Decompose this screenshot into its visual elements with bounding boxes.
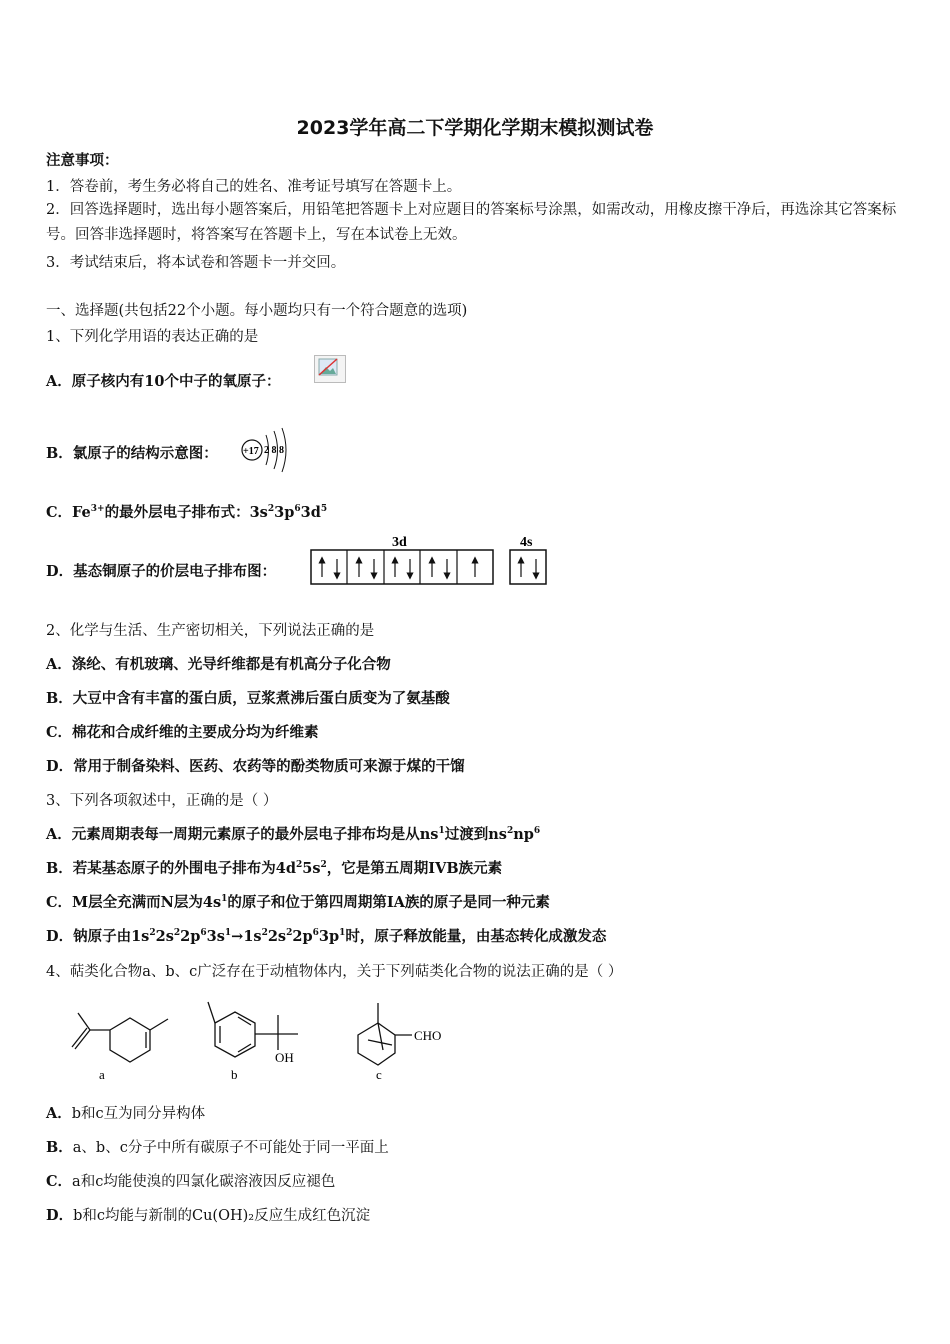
label-a: a bbox=[99, 1067, 105, 1082]
orbital-diagram bbox=[308, 532, 553, 588]
structure-b bbox=[208, 1002, 298, 1057]
q2-stem: 2、化学与生活、生产密切相关，下列说法正确的是 bbox=[46, 623, 375, 639]
option-text: 氯原子的结构示意图： bbox=[72, 445, 218, 462]
q3-option-d: D．钠原子由$1s^22s^22p^63s^1\to 1s^22s^22p^63p^1$时，原子释放能量，由基态转化成激发态 bbox=[46, 928, 607, 945]
q3-stem: 3、下列各项叙述中，正确的是（ ） bbox=[46, 793, 278, 809]
q4-option-c: C．a和c均能使溴的四氯化碳溶液因反应褪色 bbox=[46, 1173, 336, 1190]
broken-image-icon bbox=[314, 355, 346, 383]
q1-option-a bbox=[46, 372, 280, 392]
q2-option-a: A．涤纶、有机玻璃、光导纤维都是有机高分子化合物 bbox=[46, 656, 391, 673]
q3-option-b: B．若某基态原子的外围电子排布为$4d^25s^2$，它是第五周期IVB族元素 bbox=[46, 860, 503, 877]
label-3d: 3d bbox=[392, 535, 407, 550]
q4-option-a: A．b和c互为同分异构体 bbox=[46, 1105, 206, 1122]
structures-figure bbox=[40, 995, 460, 1087]
option-label: C． bbox=[46, 504, 73, 521]
structure-a bbox=[72, 1013, 168, 1062]
electron-shells: 2 8 8 bbox=[264, 445, 284, 456]
section-heading: 一、选择题(共包括22个小题。每小题均只有一个符合题意的选项) bbox=[46, 303, 468, 319]
q1-option-b bbox=[46, 444, 218, 464]
q1-stem: 1、下列化学用语的表达正确的是 bbox=[46, 329, 259, 345]
option-label: B． bbox=[46, 445, 73, 462]
label-b: b bbox=[231, 1067, 238, 1082]
q4-option-b: B．a、b、c分子中所有碳原子不可能处于同一平面上 bbox=[46, 1139, 389, 1156]
q3-option-c: C．M层全充满而N层为$4s^1$的原子和位于第四周期第ⅠA族的原子是同一种元素 bbox=[46, 894, 550, 911]
notice-item-2: 2．回答选择题时，选出每小题答案后，用铅笔把答题卡上对应题目的答案标号涂黑，如需改动，用橡皮擦干净后，再选涂其它答案标号。回答非选择题时，将答案写在答题卡上，写在本试卷上无效。 bbox=[46, 202, 897, 243]
option-text: 原子核内有10个中子的氧原子： bbox=[71, 373, 281, 390]
q2-option-d: D．常用于制备染料、医药、农药等的酚类物质可来源于煤的干馏 bbox=[46, 758, 465, 775]
q4-stem: 4、萜类化合物a、b、c广泛存在于动植物体内，关于下列萜类化合物的说法正确的是（ ） bbox=[46, 964, 623, 980]
q3-option-a: A．元素周期表每一周期元素原子的最外层电子排布均是从$ns^1$过渡到$ns^2np^6$ bbox=[46, 826, 541, 843]
q2-option-c: C．棉花和合成纤维的主要成分均为纤维素 bbox=[46, 724, 319, 741]
notice-item-3: 3．考试结束后，将本试卷和答题卡一并交回。 bbox=[46, 255, 346, 271]
q2-option-b: B．大豆中含有丰富的蛋白质，豆浆煮沸后蛋白质变为了氨基酸 bbox=[46, 690, 450, 707]
nucleus-charge: +17 bbox=[243, 446, 259, 457]
notice-heading: 注意事项： bbox=[46, 152, 119, 169]
page-title: 2023学年高二下学期化学期末模拟测试卷 bbox=[296, 117, 654, 139]
option-text: 基态铜原子的价层电子排布图： bbox=[73, 563, 277, 580]
option-label: A． bbox=[46, 373, 72, 390]
q1-option-c: C．$Fe^{3+}$的最外层电子排布式：$3s^23p^63d^5$ bbox=[46, 504, 328, 521]
q1-option-d bbox=[46, 562, 276, 582]
ion-symbol: Fe bbox=[72, 504, 91, 521]
label-4s: 4s bbox=[520, 535, 533, 550]
option-label: D． bbox=[46, 563, 74, 580]
structure-c bbox=[358, 1003, 412, 1065]
label-c: c bbox=[376, 1067, 382, 1082]
notice-item-1: 1．答卷前，考生务必将自己的姓名、准考证号填写在答题卡上。 bbox=[46, 179, 462, 195]
oh-label: OH bbox=[275, 1050, 294, 1065]
ion-charge: 3+ bbox=[90, 504, 105, 514]
chlorine-atom-diagram bbox=[240, 423, 300, 473]
option-text: 的最外层电子排布式： bbox=[104, 504, 250, 521]
q4-option-d: D．b和c均能与新制的Cu(OH)₂反应生成红色沉淀 bbox=[46, 1207, 371, 1224]
cho-label: CHO bbox=[414, 1028, 442, 1043]
